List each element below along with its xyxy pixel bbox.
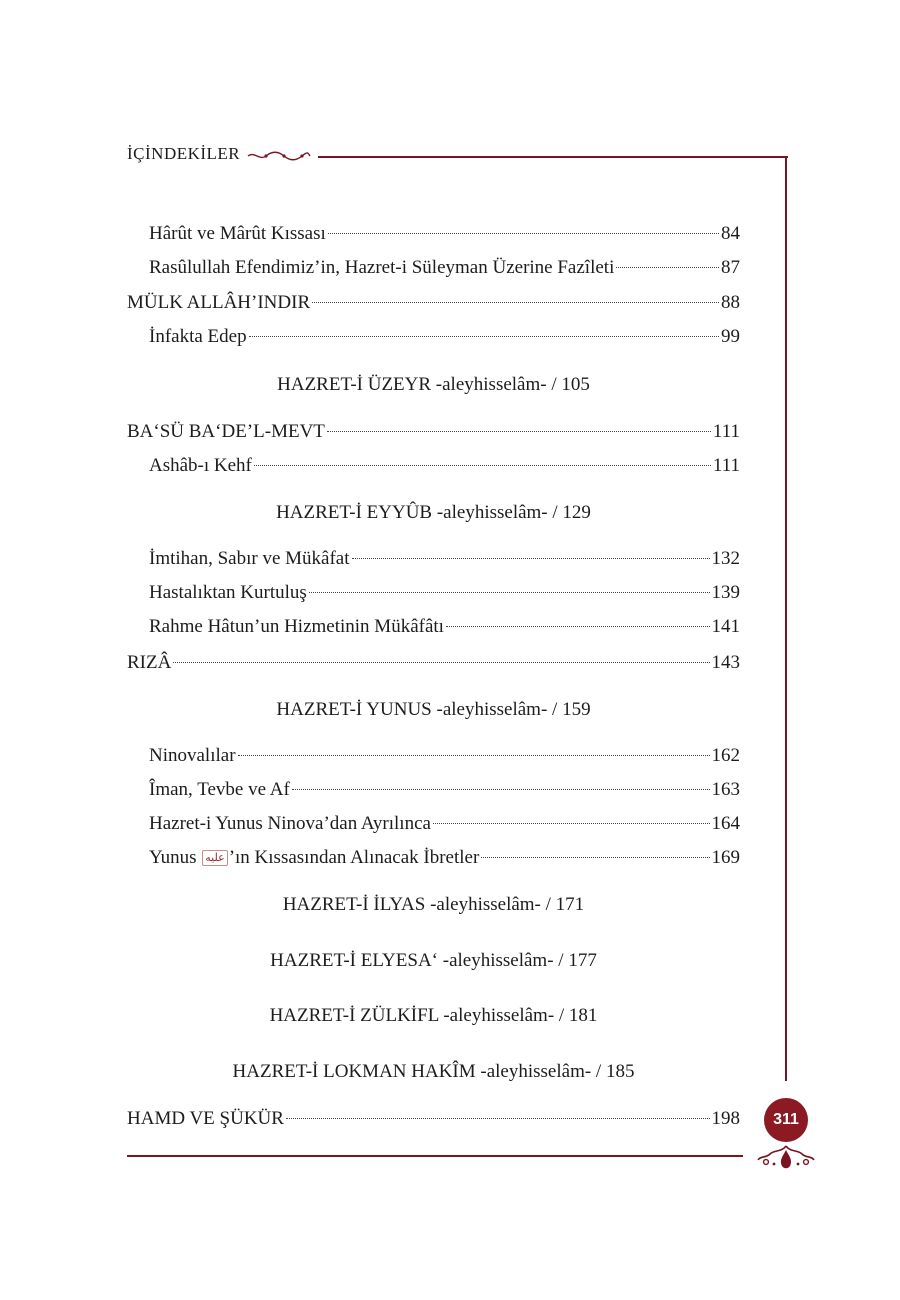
toc-entry-page: 169 xyxy=(711,847,740,868)
dot-leader xyxy=(616,267,719,268)
toc-entry-label: Îman, Tevbe ve Af xyxy=(149,779,290,800)
section-heading: HAZRET-İ ÜZEYR -aleyhisselâm- / 105 xyxy=(277,374,590,395)
toc-entry-page: 198 xyxy=(711,1108,740,1129)
toc-entry-page: 132 xyxy=(711,548,740,569)
dot-leader xyxy=(238,755,710,756)
toc-entry[interactable] xyxy=(149,579,740,607)
toc-entry-label: MÜLK ALLÂH’INDIR xyxy=(127,292,311,313)
dot-leader xyxy=(249,336,719,337)
dot-leader xyxy=(446,626,710,627)
dot-leader xyxy=(173,662,709,663)
section-heading: HAZRET-İ ELYESA‘ -aleyhisselâm- / 177 xyxy=(270,950,597,971)
toc-entry[interactable] xyxy=(127,418,740,446)
toc-entry-label: Rahme Hâtun’un Hizmetinin Mükâfâtı xyxy=(149,616,444,637)
toc-entry-label: Hârût ve Mârût Kıssası xyxy=(149,223,326,244)
toc-entry-label: İnfakta Edep xyxy=(149,326,247,347)
page-number-badge: 311 xyxy=(764,1098,808,1142)
dot-leader xyxy=(254,465,711,466)
floral-ornament-icon xyxy=(756,1142,816,1172)
section-heading: HAZRET-İ İLYAS -aleyhisselâm- / 171 xyxy=(282,894,585,915)
toc-entry-page: 84 xyxy=(721,223,740,244)
toc-entry-page: 87 xyxy=(721,257,740,278)
dot-leader xyxy=(433,823,710,824)
dot-leader xyxy=(292,789,710,790)
toc-entry[interactable] xyxy=(149,844,740,872)
toc-entry-page: 141 xyxy=(711,616,740,637)
floral-ornament-icon xyxy=(246,150,312,162)
dot-leader xyxy=(286,1118,710,1119)
toc-entry[interactable] xyxy=(149,776,740,804)
page-title: İÇİNDEKİLER xyxy=(127,144,241,163)
toc-entry-label xyxy=(149,844,479,872)
toc-entry[interactable] xyxy=(149,613,740,641)
toc-entry-label-start: Yunus xyxy=(149,847,197,868)
section-heading: HAZRET-İ LOKMAN HAKÎM -aleyhisselâm- / 185 xyxy=(232,1061,635,1082)
toc-entry[interactable] xyxy=(149,254,740,282)
dot-leader xyxy=(481,857,709,858)
section-heading: HAZRET-İ EYYÛB -aleyhisselâm- / 129 xyxy=(276,502,591,523)
section-heading: HAZRET-İ YUNUS -aleyhisselâm- / 159 xyxy=(276,699,591,720)
toc-entry-page: 143 xyxy=(711,652,740,673)
frame-bottom-line xyxy=(127,1155,743,1157)
frame-right-line xyxy=(785,156,787,1081)
toc-entry-page: 163 xyxy=(711,779,740,800)
dot-leader xyxy=(312,302,719,303)
toc-entry[interactable] xyxy=(149,452,740,480)
toc-entry-label: Ashâb-ı Kehf xyxy=(149,455,252,476)
toc-entry-page: 99 xyxy=(721,326,740,347)
toc-entry-label: HAMD VE ŞÜKÜR xyxy=(127,1108,284,1129)
toc-entry-page: 88 xyxy=(721,292,740,313)
toc-entry-label: RIZÂ xyxy=(127,652,172,673)
toc-entry[interactable] xyxy=(149,220,740,248)
toc-entry-label: Ninovalılar xyxy=(149,745,236,766)
toc-entry-label: BA‘SÜ BA‘DE’L-MEVT xyxy=(127,421,325,442)
toc-entry-label: Hastalıktan Kurtuluş xyxy=(149,582,307,603)
toc-entry[interactable] xyxy=(149,810,740,838)
salawat-calligraphy-icon: عليه xyxy=(202,850,227,866)
toc-entry-label: Hazret-i Yunus Ninova’dan Ayrılınca xyxy=(149,813,431,834)
toc-entry[interactable] xyxy=(149,545,740,573)
dot-leader xyxy=(327,431,711,432)
frame-top-line xyxy=(318,156,788,158)
toc-entry[interactable] xyxy=(149,742,740,770)
toc-entry-page: 111 xyxy=(712,455,740,476)
toc-entry-page: 111 xyxy=(712,421,740,442)
toc-entry-page: 164 xyxy=(711,813,740,834)
toc-entry-label: Rasûlullah Efendimiz’in, Hazret-i Süleyman Üzerine Fazîleti xyxy=(149,257,615,278)
dot-leader xyxy=(309,592,710,593)
toc-entry[interactable] xyxy=(149,323,740,351)
toc-entry[interactable] xyxy=(127,649,740,677)
toc-entry[interactable] xyxy=(127,289,740,317)
toc-entry-page: 162 xyxy=(711,745,740,766)
toc-entry-label: İmtihan, Sabır ve Mükâfat xyxy=(149,548,350,569)
toc-entry[interactable] xyxy=(127,1105,740,1133)
toc-entry-page: 139 xyxy=(711,582,740,603)
section-heading: HAZRET-İ ZÜLKİFL -aleyhisselâm- / 181 xyxy=(269,1005,598,1026)
dot-leader xyxy=(328,233,719,234)
toc-entry-label-end: ’ın Kıssasından Alınacak İbretler xyxy=(228,847,480,868)
dot-leader xyxy=(352,558,710,559)
